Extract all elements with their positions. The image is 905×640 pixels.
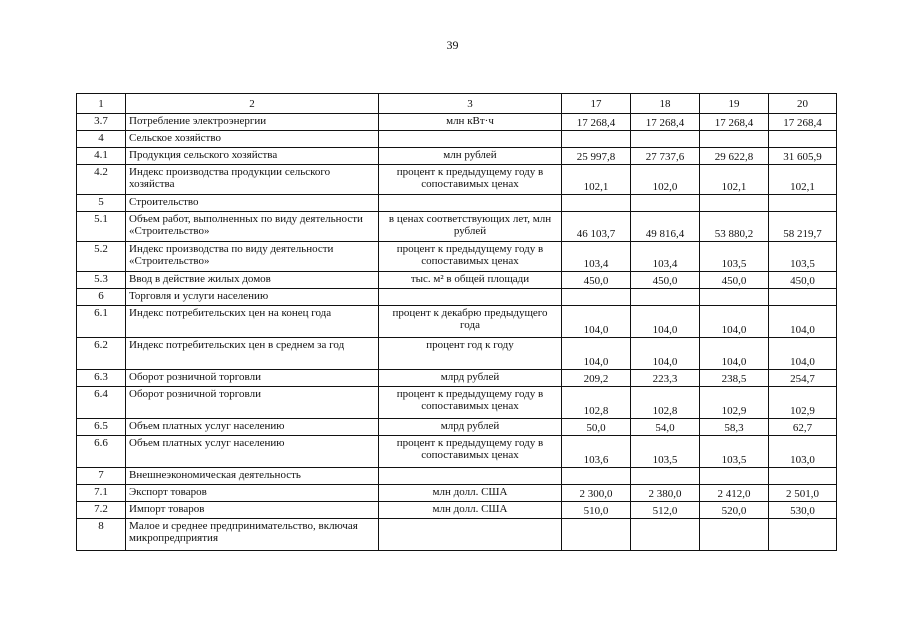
- page-number: 39: [446, 38, 459, 52]
- indicator-name-cell: Потребление электроэнергии: [126, 114, 379, 131]
- indicator-name-cell: Объем платных услуг населению: [126, 419, 379, 436]
- indicator-name-cell: Сельское хозяйство: [126, 131, 379, 148]
- value-cell: 209,2: [562, 370, 631, 387]
- value-cell: 450,0: [631, 272, 700, 289]
- table-row: [77, 306, 837, 338]
- indicator-name-cell: Внешнеэкономическая деятельность: [126, 468, 379, 485]
- indicator-name-cell: Индекс производства по виду деятельности «Строительство»: [126, 242, 379, 272]
- row-number-cell: 5: [77, 195, 126, 212]
- unit-cell: млрд рублей: [379, 370, 562, 387]
- table-row: [77, 165, 837, 195]
- value-cell: 104,0: [700, 306, 769, 338]
- value-cell: 62,7: [769, 419, 837, 436]
- header-cell-col20: 20: [769, 94, 837, 114]
- unit-cell: процент к предыдущему году в сопоставимых ценах: [379, 436, 562, 468]
- value-cell: 53 880,2: [700, 212, 769, 242]
- value-cell: 520,0: [700, 502, 769, 519]
- unit-cell: млн долл. США: [379, 502, 562, 519]
- indicator-name-cell: Индекс производства продукции сельского хозяйства: [126, 165, 379, 195]
- indicator-name-cell: Экспорт товаров: [126, 485, 379, 502]
- row-number-cell: 5.2: [77, 242, 126, 272]
- indicator-name-cell: Импорт товаров: [126, 502, 379, 519]
- value-cell: [769, 289, 837, 306]
- indicator-name-cell: Торговля и услуги населению: [126, 289, 379, 306]
- unit-cell: млн кВт·ч: [379, 114, 562, 131]
- value-cell: [769, 195, 837, 212]
- value-cell: 254,7: [769, 370, 837, 387]
- table-row: [77, 195, 837, 212]
- row-number-cell: 7: [77, 468, 126, 485]
- header-cell-col17: 17: [562, 94, 631, 114]
- value-cell: [700, 131, 769, 148]
- row-number-cell: 3.7: [77, 114, 126, 131]
- unit-cell: процент к предыдущему году в сопоставимых ценах: [379, 242, 562, 272]
- table-row: [77, 370, 837, 387]
- unit-cell: процент к предыдущему году в сопоставимых ценах: [379, 387, 562, 419]
- indicator-name-cell: Ввод в действие жилых домов: [126, 272, 379, 289]
- indicator-name-cell: Строительство: [126, 195, 379, 212]
- row-number-cell: 4.2: [77, 165, 126, 195]
- value-cell: 2 412,0: [700, 485, 769, 502]
- row-number-cell: 7.1: [77, 485, 126, 502]
- row-number-cell: 6: [77, 289, 126, 306]
- value-cell: [562, 131, 631, 148]
- value-cell: 58 219,7: [769, 212, 837, 242]
- value-cell: [700, 468, 769, 485]
- value-cell: 510,0: [562, 502, 631, 519]
- table-row: [77, 272, 837, 289]
- value-cell: [769, 519, 837, 551]
- value-cell: [700, 519, 769, 551]
- table-row: [77, 338, 837, 370]
- row-number-cell: 6.1: [77, 306, 126, 338]
- table-row: [77, 212, 837, 242]
- value-cell: 450,0: [700, 272, 769, 289]
- row-number-cell: 6.4: [77, 387, 126, 419]
- table-row: [77, 419, 837, 436]
- row-number-cell: 6.6: [77, 436, 126, 468]
- value-cell: 102,8: [562, 387, 631, 419]
- value-cell: 102,8: [631, 387, 700, 419]
- value-cell: 49 816,4: [631, 212, 700, 242]
- unit-cell: [379, 131, 562, 148]
- table-row: [77, 468, 837, 485]
- value-cell: [700, 195, 769, 212]
- value-cell: 103,4: [631, 242, 700, 272]
- value-cell: 17 268,4: [700, 114, 769, 131]
- value-cell: 104,0: [769, 306, 837, 338]
- unit-cell: млн долл. США: [379, 485, 562, 502]
- value-cell: 450,0: [769, 272, 837, 289]
- value-cell: 103,5: [700, 242, 769, 272]
- value-cell: 2 300,0: [562, 485, 631, 502]
- value-cell: 103,5: [700, 436, 769, 468]
- value-cell: 103,5: [631, 436, 700, 468]
- unit-cell: процент к декабрю предыдущего года: [379, 306, 562, 338]
- value-cell: 31 605,9: [769, 148, 837, 165]
- value-cell: [631, 289, 700, 306]
- value-cell: [562, 195, 631, 212]
- row-number-cell: 6.5: [77, 419, 126, 436]
- row-number-cell: 4: [77, 131, 126, 148]
- value-cell: 104,0: [769, 338, 837, 370]
- row-number-cell: 5.3: [77, 272, 126, 289]
- unit-cell: в ценах соответствующих лет, млн рублей: [379, 212, 562, 242]
- value-cell: 104,0: [631, 306, 700, 338]
- value-cell: 102,9: [700, 387, 769, 419]
- table-row: [77, 148, 837, 165]
- value-cell: [631, 468, 700, 485]
- indicator-name-cell: Малое и среднее предпринимательство, включая микропредприятия: [126, 519, 379, 551]
- value-cell: 54,0: [631, 419, 700, 436]
- table-row: [77, 519, 837, 551]
- table-body: [77, 94, 837, 551]
- value-cell: 103,6: [562, 436, 631, 468]
- value-cell: 450,0: [562, 272, 631, 289]
- unit-cell: процент год к году: [379, 338, 562, 370]
- unit-cell: млрд рублей: [379, 419, 562, 436]
- indicator-name-cell: Объем работ, выполненных по виду деятельности «Строительство»: [126, 212, 379, 242]
- table-row: [77, 485, 837, 502]
- indicator-name-cell: Индекс потребительских цен в среднем за год: [126, 338, 379, 370]
- indicator-name-cell: Объем платных услуг населению: [126, 436, 379, 468]
- header-cell-col18: 18: [631, 94, 700, 114]
- header-cell-col2: 2: [126, 94, 379, 114]
- value-cell: 102,0: [631, 165, 700, 195]
- value-cell: 17 268,4: [562, 114, 631, 131]
- indicator-name-cell: Продукция сельского хозяйства: [126, 148, 379, 165]
- header-cell-col19: 19: [700, 94, 769, 114]
- value-cell: 102,1: [769, 165, 837, 195]
- value-cell: [562, 519, 631, 551]
- row-number-cell: 6.2: [77, 338, 126, 370]
- unit-cell: процент к предыдущему году в сопоставимых ценах: [379, 165, 562, 195]
- value-cell: 102,1: [562, 165, 631, 195]
- table-row: [77, 114, 837, 131]
- value-cell: [700, 289, 769, 306]
- unit-cell: [379, 468, 562, 485]
- unit-cell: млн рублей: [379, 148, 562, 165]
- table-row: [77, 387, 837, 419]
- table-row: [77, 502, 837, 519]
- value-cell: 25 997,8: [562, 148, 631, 165]
- indicator-name-cell: Оборот розничной торговли: [126, 370, 379, 387]
- value-cell: 103,5: [769, 242, 837, 272]
- indicator-name-cell: Индекс потребительских цен на конец года: [126, 306, 379, 338]
- value-cell: 17 268,4: [631, 114, 700, 131]
- value-cell: [631, 519, 700, 551]
- value-cell: 17 268,4: [769, 114, 837, 131]
- value-cell: 530,0: [769, 502, 837, 519]
- value-cell: 50,0: [562, 419, 631, 436]
- value-cell: 58,3: [700, 419, 769, 436]
- value-cell: 2 501,0: [769, 485, 837, 502]
- indicator-name-cell: Оборот розничной торговли: [126, 387, 379, 419]
- value-cell: 238,5: [700, 370, 769, 387]
- table-row: [77, 242, 837, 272]
- value-cell: 29 622,8: [700, 148, 769, 165]
- table-row: [77, 436, 837, 468]
- value-cell: 104,0: [700, 338, 769, 370]
- value-cell: 102,1: [700, 165, 769, 195]
- header-cell-col1: 1: [77, 94, 126, 114]
- value-cell: [631, 131, 700, 148]
- value-cell: 102,9: [769, 387, 837, 419]
- value-cell: 512,0: [631, 502, 700, 519]
- value-cell: 103,4: [562, 242, 631, 272]
- value-cell: [769, 131, 837, 148]
- header-cell-col3: 3: [379, 94, 562, 114]
- header-row: [77, 94, 837, 114]
- value-cell: 104,0: [631, 338, 700, 370]
- value-cell: [631, 195, 700, 212]
- value-cell: 103,0: [769, 436, 837, 468]
- table-row: [77, 131, 837, 148]
- row-number-cell: 4.1: [77, 148, 126, 165]
- value-cell: 2 380,0: [631, 485, 700, 502]
- row-number-cell: 7.2: [77, 502, 126, 519]
- unit-cell: [379, 519, 562, 551]
- value-cell: 46 103,7: [562, 212, 631, 242]
- unit-cell: [379, 289, 562, 306]
- unit-cell: тыс. м² в общей площади: [379, 272, 562, 289]
- value-cell: [769, 468, 837, 485]
- value-cell: 223,3: [631, 370, 700, 387]
- indicators-table: [76, 93, 837, 551]
- value-cell: [562, 289, 631, 306]
- table-row: [77, 289, 837, 306]
- unit-cell: [379, 195, 562, 212]
- value-cell: [562, 468, 631, 485]
- row-number-cell: 8: [77, 519, 126, 551]
- row-number-cell: 5.1: [77, 212, 126, 242]
- value-cell: 104,0: [562, 338, 631, 370]
- value-cell: 27 737,6: [631, 148, 700, 165]
- row-number-cell: 6.3: [77, 370, 126, 387]
- value-cell: 104,0: [562, 306, 631, 338]
